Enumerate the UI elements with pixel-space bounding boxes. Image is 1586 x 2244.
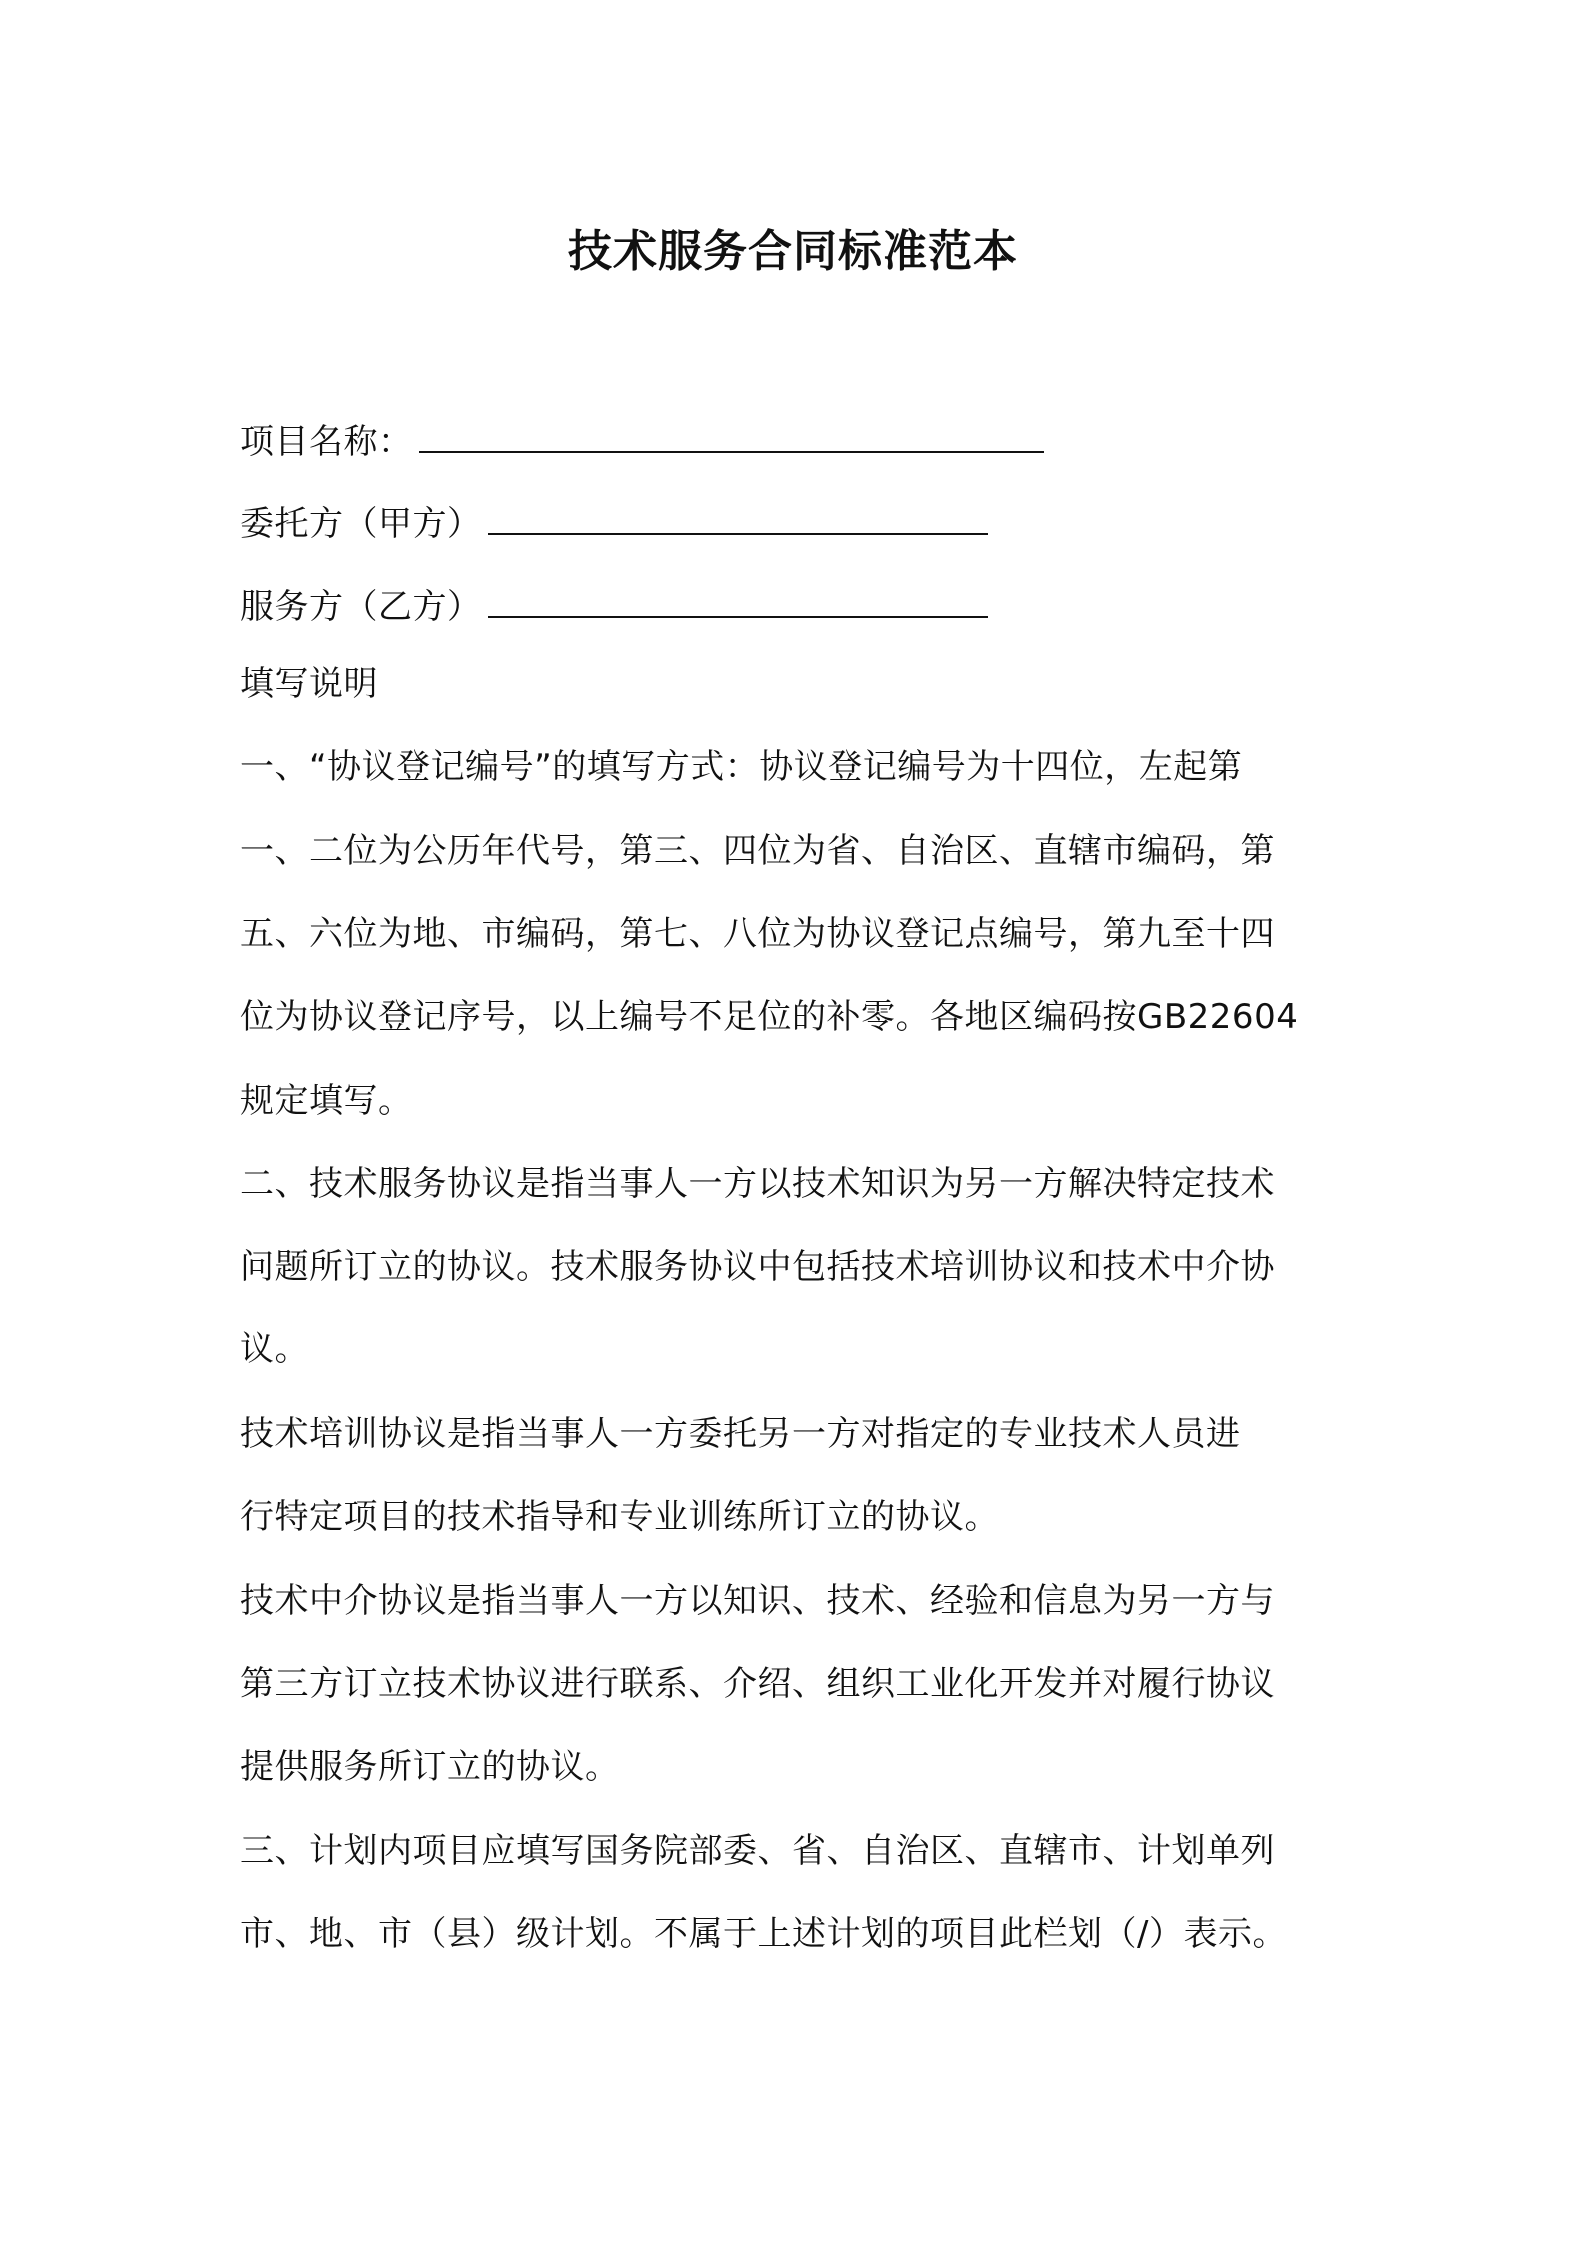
client-label: 委托方（甲方） bbox=[240, 504, 482, 544]
paragraph-line: 提供服务所订立的协议。 bbox=[240, 1747, 620, 1787]
paragraph-line: 五、六位为地、市编码，第七、八位为协议登记点编号，第九至十四 bbox=[240, 914, 1275, 954]
paragraph-line: 议。 bbox=[240, 1329, 309, 1369]
paragraph-line: 问题所订立的协议。技术服务协议中包括技术培训协议和技术中介协 bbox=[240, 1247, 1275, 1287]
provider-field bbox=[240, 583, 988, 631]
project-name-field bbox=[240, 418, 1044, 466]
paragraph-line: 技术培训协议是指当事人一方委托另一方对指定的专业技术人员进 bbox=[240, 1414, 1241, 1454]
client-blank[interactable] bbox=[488, 503, 988, 535]
paragraph-line: 第三方订立技术协议进行联系、介绍、组织工业化开发并对履行协议 bbox=[240, 1664, 1275, 1704]
paragraph-line: 规定填写。 bbox=[240, 1081, 413, 1121]
paragraph-line: 技术中介协议是指当事人一方以知识、技术、经验和信息为另一方与 bbox=[240, 1581, 1275, 1621]
paragraph-line: 行特定项目的技术指导和专业训练所订立的协议。 bbox=[240, 1497, 999, 1537]
paragraph-line: 三、计划内项目应填写国务院部委、省、自治区、直辖市、计划单列 bbox=[240, 1831, 1275, 1871]
paragraph-line: 一、“协议登记编号”的填写方式：协议登记编号为十四位，左起第 bbox=[240, 747, 1243, 787]
project-name-blank[interactable] bbox=[419, 421, 1044, 453]
paragraph-line: 位为协议登记序号，以上编号不足位的补零。各地区编码按GB22604 bbox=[240, 997, 1299, 1037]
provider-blank[interactable] bbox=[488, 586, 988, 618]
instructions-heading: 填写说明 bbox=[240, 664, 378, 704]
paragraph-line: 二、技术服务协议是指当事人一方以技术知识为另一方解决特定技术 bbox=[240, 1164, 1275, 1204]
provider-label: 服务方（乙方） bbox=[240, 587, 482, 627]
paragraph-line: 市、地、市（县）级计划。不属于上述计划的项目此栏划（/）表示。 bbox=[240, 1914, 1287, 1954]
paragraph-line: 一、二位为公历年代号，第三、四位为省、自治区、直辖市编码，第 bbox=[240, 831, 1275, 871]
client-field bbox=[240, 500, 988, 548]
document-title: 技术服务合同标准范本 bbox=[568, 226, 1018, 277]
project-name-label: 项目名称： bbox=[240, 422, 413, 462]
